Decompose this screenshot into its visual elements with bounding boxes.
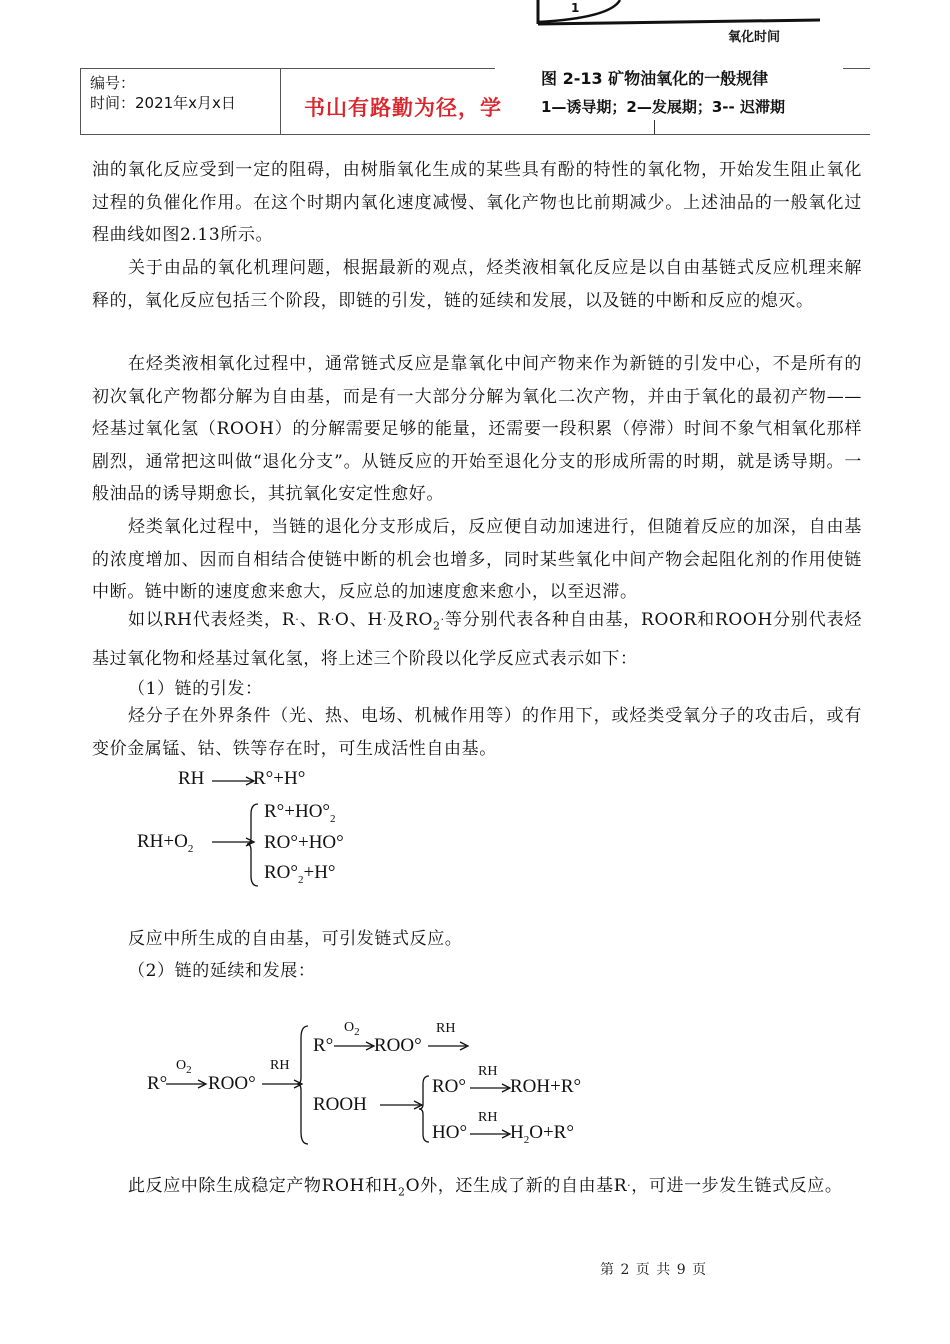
- eq3-radical: R°: [147, 1073, 168, 1094]
- figure-legend: 1—诱导期；2—发展期；3-- 迟滞期: [541, 98, 785, 116]
- figure-curve-remnant: [520, 0, 840, 34]
- paragraph-5: 如以RH代表烃类，R·、R·O、H·及$RO_2^\cdot$等分别代表各种自由基，ROOR和ROOH分别代表烃基过氧化物和烃基过氧化氢，将上述三个阶段以化学反应式表示如下：: [92, 610, 862, 669]
- eq3-big-brace: [296, 1024, 312, 1146]
- eq3-branch-radical: R°: [313, 1035, 334, 1056]
- eq3-branch-peroxy: ROO°: [374, 1035, 422, 1056]
- eq3-o2-label: $O_2$: [176, 1058, 192, 1076]
- eq3-branch-o2-label: $O_2$: [344, 1020, 360, 1038]
- paragraph-8: 此反应中除生成稳定产物ROH和$H_2O$外，还生成了新的自由基R·，可进一步发生链式反应。: [128, 1176, 843, 1199]
- paragraph-1: 油的氧化反应受到一定的阻碍，由树脂氧化生成的某些具有酚的特性的氧化物，开始发生阻止氧化过程的负催化作用。在这个时期内氧化速度减慢、氧化产物也比前期减少。上述油品的一般氧化过程曲线如图2.13所示。: [92, 160, 862, 245]
- paragraph-3: 在烃类液相氧化过程中，通常链式反应是靠氧化中间产物来作为新链的引发中心，不是所有的初次氧化产物都分解为自由基，而是有一大部分分解为氧化二次产物，并由于氧化的最初产物——烃基过氧化氢（ROOH）的分解需要足够的能量，还需要一段积累（停滞）时间不象气相氧化那样剧烈，通常把这叫做“退化分支”。从链反应的开始至退化分支的形成所需的时期，就是诱导期。一般油品的诱导期愈长，其抗氧化安定性愈好。: [92, 354, 862, 504]
- eq2-product-1: $R^\circ+HO^\circ_2$: [264, 801, 336, 825]
- document-number-label: 编号：: [90, 74, 136, 92]
- section-heading-propagation: （2）链的延续和发展：: [128, 961, 316, 981]
- eq2-brace: [246, 802, 262, 888]
- header-left-line: [80, 68, 81, 135]
- eq1-arrow: [212, 775, 256, 787]
- eq2-product-2: RO°+HO°: [264, 832, 344, 853]
- eq3-hydroperoxide: ROOH: [313, 1094, 367, 1115]
- header-top-line: [80, 68, 495, 69]
- curve-number-label: 1: [571, 1, 580, 15]
- eq2-reactant: $RH+O_2$: [137, 831, 194, 855]
- paragraph-7: 反应中所生成的自由基，可引发链式反应。: [128, 929, 463, 949]
- eq3-hydroxyl-rh-label: RH: [478, 1110, 498, 1125]
- header-top-right-line: [843, 68, 870, 69]
- header-motto: 书山有路勤为径，学: [304, 96, 502, 120]
- eq3-branch-arrow-2: [428, 1040, 470, 1052]
- eq3-branch-arrow-1: [334, 1040, 376, 1052]
- axis-label: 氧化时间: [728, 30, 781, 45]
- header-bottom-line: [80, 134, 870, 135]
- eq3-alkoxy-radical: RO°: [432, 1076, 466, 1097]
- eq1-product: R°+H°: [253, 768, 306, 789]
- eq3-peroxy-radical: ROO°: [208, 1073, 256, 1094]
- paragraph-4: 烃类氧化过程中，当链的退化分支形成后，反应便自动加速进行，但随着反应的加深，自由基的浓度增加、因而自相结合使链中断的机会也增多，同时某些氧化中间产物会起阻化剂的作用使链中断。链中断的速度愈来愈大，反应总的加速度愈来愈小，以至迟滞。: [92, 517, 862, 602]
- paragraph-6: 烃分子在外界条件（光、热、电场、机械作用等）的作用下，或烃类受氧分子的攻击后，或有变价金属锰、钴、铁等存在时，可生成活性自由基。: [92, 706, 862, 759]
- eq3-alcohol-product: ROH+R°: [510, 1076, 582, 1097]
- eq3-arrow-1: [166, 1078, 208, 1090]
- eq3-alkoxy-rh-label: RH: [478, 1064, 498, 1079]
- eq1-reactant: RH: [178, 768, 205, 789]
- eq3-alkoxy-arrow: [470, 1082, 512, 1094]
- eq3-rh-label: RH: [270, 1058, 290, 1073]
- figure-caption: 图 2-13 矿物油氧化的一般规律: [541, 69, 769, 88]
- eq3-hydroxyl-radical: HO°: [432, 1122, 468, 1143]
- eq3-branch-rh-label: RH: [436, 1021, 456, 1036]
- eq3-water-product: $H_2O+R^\circ$: [510, 1122, 574, 1146]
- eq2-product-3: $RO^\circ_2+H^\circ$: [264, 862, 336, 886]
- page-number: 第 2 页 共 9 页: [600, 1262, 708, 1278]
- figure-tick-mark: [654, 120, 655, 134]
- header-divider-line: [280, 68, 281, 135]
- eq3-small-brace: [418, 1074, 432, 1144]
- eq3-hydroxyl-arrow: [470, 1128, 512, 1140]
- section-heading-initiation: （1）链的引发：: [128, 679, 263, 699]
- document-date-label: 时间：2021年x月x日: [90, 94, 236, 112]
- paragraph-2: 关于由品的氧化机理问题，根据最新的观点，烃类液相氧化反应是以自由基链式反应机理来解释的，氧化反应包括三个阶段，即链的引发，链的延续和发展，以及链的中断和反应的熄灭。: [92, 258, 862, 311]
